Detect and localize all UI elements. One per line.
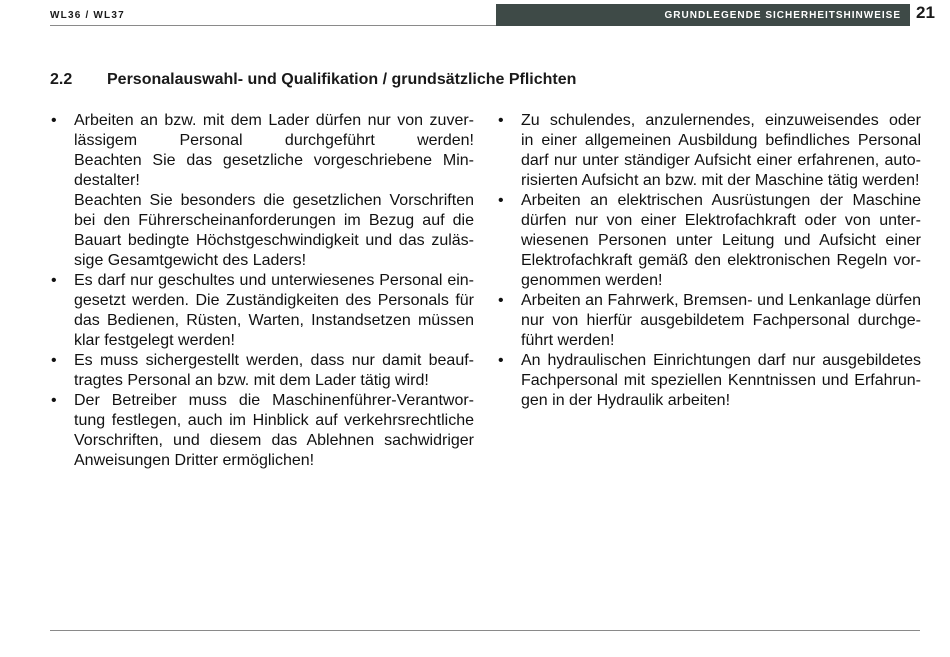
- text-line: Zu schulendes, anzulernendes, einzuweisendes oder: [521, 112, 921, 129]
- footer-divider: [50, 630, 920, 631]
- left-column-list: [50, 111, 474, 471]
- text-line: sige Gesamtgewicht des Laders!: [74, 252, 307, 269]
- text-line: risierten Aufsicht an bzw. mit der Maschine tätig werden!: [521, 172, 920, 189]
- text-line: lässigem Personal durchgeführt werden!: [74, 132, 474, 149]
- text-line: Anweisungen Dritter ermöglichen!: [74, 452, 315, 469]
- bullet-icon: •: [498, 292, 504, 309]
- bullet-icon: •: [51, 352, 57, 369]
- text-line: führt werden!: [521, 332, 615, 349]
- text-line: klar festgelegt werden!: [74, 332, 235, 349]
- text-line: das Bedienen, Rüsten, Warten, Instandsetzen müssen: [74, 312, 474, 329]
- text-line: gesetzt werden. Die Zuständigkeiten des Personals für: [74, 292, 474, 309]
- model-designation: WL36 / WL37: [50, 10, 125, 21]
- text-line: Beachten Sie besonders die gesetzlichen Vorschriften: [74, 192, 474, 209]
- chapter-title: GRUNDLEGENDE SICHERHEITSHINWEISE: [664, 9, 901, 21]
- header-divider: [50, 25, 496, 26]
- bullet-icon: •: [498, 192, 504, 209]
- text-line: Arbeiten an elektrischen Ausrüstungen der Maschine: [521, 192, 921, 209]
- text-line: Arbeiten an Fahrwerk, Bremsen- und Lenkanlage dürfen: [521, 292, 921, 309]
- bullet-icon: •: [51, 392, 57, 409]
- text-line: nur von hierfür ausgebildetem Fachpersonal durchge-: [521, 312, 921, 329]
- text-line: Fachpersonal mit speziellen Kenntnissen und Erfahrun-: [521, 372, 921, 389]
- list-item: [50, 391, 474, 471]
- text-line: gen in der Hydraulik arbeiten!: [521, 392, 731, 409]
- bullet-icon: •: [51, 112, 57, 129]
- bullet-icon: •: [51, 272, 57, 289]
- list-item: [497, 191, 921, 291]
- text-line: Elektrofachkraft gemäß den elektronischen Regeln vor-: [521, 252, 921, 269]
- list-item: [50, 271, 474, 351]
- text-line: Bauart bedingte Höchstgeschwindigkeit und das zuläs-: [74, 232, 474, 249]
- list-item: [50, 351, 474, 391]
- bullet-icon: •: [498, 352, 504, 369]
- text-line: in einer allgemeinen Ausbildung befindliches Personal: [521, 132, 921, 149]
- text-line: tung festlegen, auch im Hinblick auf verkehrsrechtliche: [74, 412, 474, 429]
- list-item: [497, 351, 921, 411]
- right-column-list: [497, 111, 921, 411]
- section-number: 2.2: [50, 71, 73, 88]
- text-line: An hydraulischen Einrichtungen darf nur ausgebildetes: [521, 352, 921, 369]
- text-line: destalter!: [74, 172, 140, 189]
- list-item: [50, 111, 474, 271]
- text-line: genommen werden!: [521, 272, 663, 289]
- text-line: bei den Führerscheinanforderungen im Bezug auf die: [74, 212, 474, 229]
- bullet-icon: •: [498, 112, 504, 129]
- list-item: [497, 111, 921, 191]
- page-number: 21: [916, 3, 935, 22]
- text-line: tragtes Personal an bzw. mit dem Lader tätig wird!: [74, 372, 429, 389]
- text-line: Es muss sichergestellt werden, dass nur damit beauf-: [74, 352, 474, 369]
- section-heading: [50, 71, 576, 89]
- chapter-header-bar: [496, 4, 910, 26]
- text-line: Es darf nur geschultes und unterwiesenes Personal ein-: [74, 272, 474, 289]
- text-line: Arbeiten an bzw. mit dem Lader dürfen nur von zuver-: [74, 112, 474, 129]
- text-line: darf nur unter ständiger Aufsicht einer erfahrenen, auto-: [521, 152, 921, 169]
- list-item: [497, 291, 921, 351]
- text-line: wiesenen Personen unter Leitung und Aufsicht einer: [521, 232, 921, 249]
- text-line: Vorschriften, und diesem das Ablehnen sachwidriger: [74, 432, 474, 449]
- section-title: Personalauswahl- und Qualifikation / grundsätzliche Pflichten: [107, 71, 577, 88]
- text-line: Der Betreiber muss die Maschinenführer-Verantwor-: [74, 392, 474, 409]
- text-line: Beachten Sie das gesetzliche vorgeschriebene Min-: [74, 152, 474, 169]
- text-line: dürfen nur von einer Elektrofachkraft oder von unter-: [521, 212, 921, 229]
